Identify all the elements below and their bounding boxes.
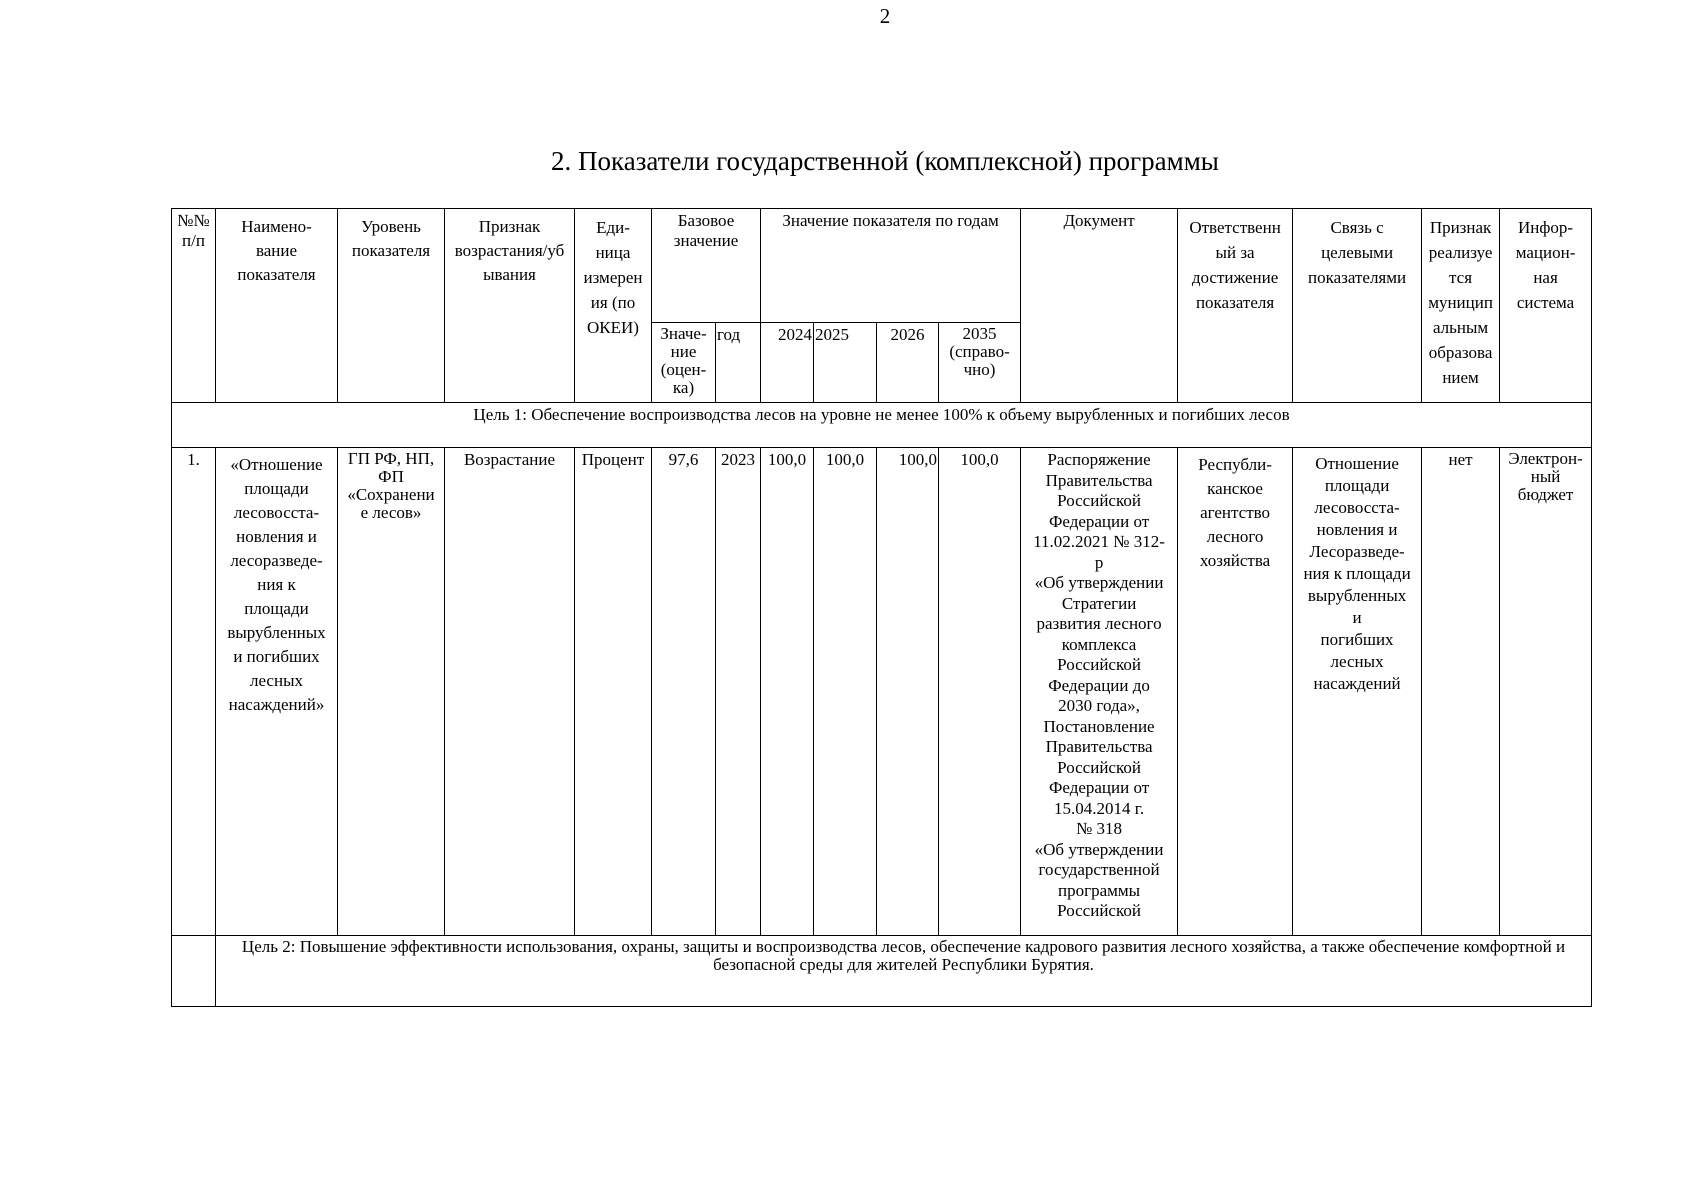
- goal-2-row: [172, 936, 1592, 1007]
- row-responsible: Республи- канское агентство лесного хозяйства: [1178, 448, 1293, 936]
- header-base: Базовое значение: [652, 209, 761, 323]
- header-document: Документ: [1021, 209, 1178, 403]
- header-unit: Еди- ница измерен ия (по ОКЕИ): [575, 209, 652, 403]
- header-level: Уровень показателя: [338, 209, 445, 403]
- header-2025: 2025: [814, 323, 877, 403]
- goal-2-num: [172, 936, 216, 1007]
- row-link: Отношение площади лесовосста- новления и Лесоразведе- ния к площади вырубленных и погибших лесных насаждений: [1293, 448, 1422, 936]
- header-infosys: Инфор- мацион- ная система: [1500, 209, 1592, 403]
- header-row-1: [172, 209, 1592, 323]
- row-name: «Отношение площади лесовосста- новления и лесоразведе- ния к площади вырубленных и погибших лесных насаждений»: [216, 448, 338, 936]
- header-municipal: Признак реализуе тся муницип альным образова нием: [1422, 209, 1500, 403]
- header-2024: 2024: [761, 323, 814, 403]
- row-2025: 100,0: [814, 448, 877, 936]
- row-trend: Возрастание: [445, 448, 575, 936]
- header-responsible: Ответственн ый за достижение показателя: [1178, 209, 1293, 403]
- header-name: Наимено- вание показателя: [216, 209, 338, 403]
- header-years: Значение показателя по годам: [761, 209, 1021, 323]
- row-2026: 100,0: [877, 448, 939, 936]
- row-document: Распоряжение Правительства Российской Федерации от 11.02.2021 № 312- р «Об утверждении Стратегии развития лесного комплекса Российской Федерации до 2030 года», Постановление Правительства Российской Федерации от 15.04.2014 г. № 318 «Об утверждении государственной программы Российской: [1021, 448, 1178, 936]
- row-infosys: Электрон- ный бюджет: [1500, 448, 1592, 936]
- row-2024: 100,0: [761, 448, 814, 936]
- header-2035: 2035 (справо- чно): [939, 323, 1021, 403]
- header-num: №№ п/п: [172, 209, 216, 403]
- page-title: 2. Показатели государственной (комплексной) программы: [551, 146, 1219, 176]
- indicators-table: [171, 208, 1592, 1007]
- row-level: ГП РФ, НП, ФП «Сохранени е лесов»: [338, 448, 445, 936]
- goal-1-text: Цель 1: Обеспечение воспроизводства лесов на уровне не менее 100% к объему вырубленных и погибших лесов: [172, 403, 1592, 448]
- row-base-year: 2023: [716, 448, 761, 936]
- header-link: Связь с целевыми показателями: [1293, 209, 1422, 403]
- page-number: 2: [879, 4, 891, 28]
- row-num: 1.: [172, 448, 216, 936]
- goal-1-row: [172, 403, 1592, 448]
- table-row: [172, 448, 1592, 936]
- header-base-value: Значе- ние (оцен- ка): [652, 323, 716, 403]
- header-2026: 2026: [877, 323, 939, 403]
- row-base-value: 97,6: [652, 448, 716, 936]
- header-trend: Признак возрастания/уб ывания: [445, 209, 575, 403]
- header-base-year: год: [716, 323, 761, 403]
- row-unit: Процент: [575, 448, 652, 936]
- goal-2-text: Цель 2: Повышение эффективности использования, охраны, защиты и воспроизводства лесов, обеспечение кадрового развития лесного хозяйства, а также обеспечение комфортной и безопасной среды для жителей Республики Бурятия.: [216, 936, 1592, 1007]
- row-municipal: нет: [1422, 448, 1500, 936]
- row-2035: 100,0: [939, 448, 1021, 936]
